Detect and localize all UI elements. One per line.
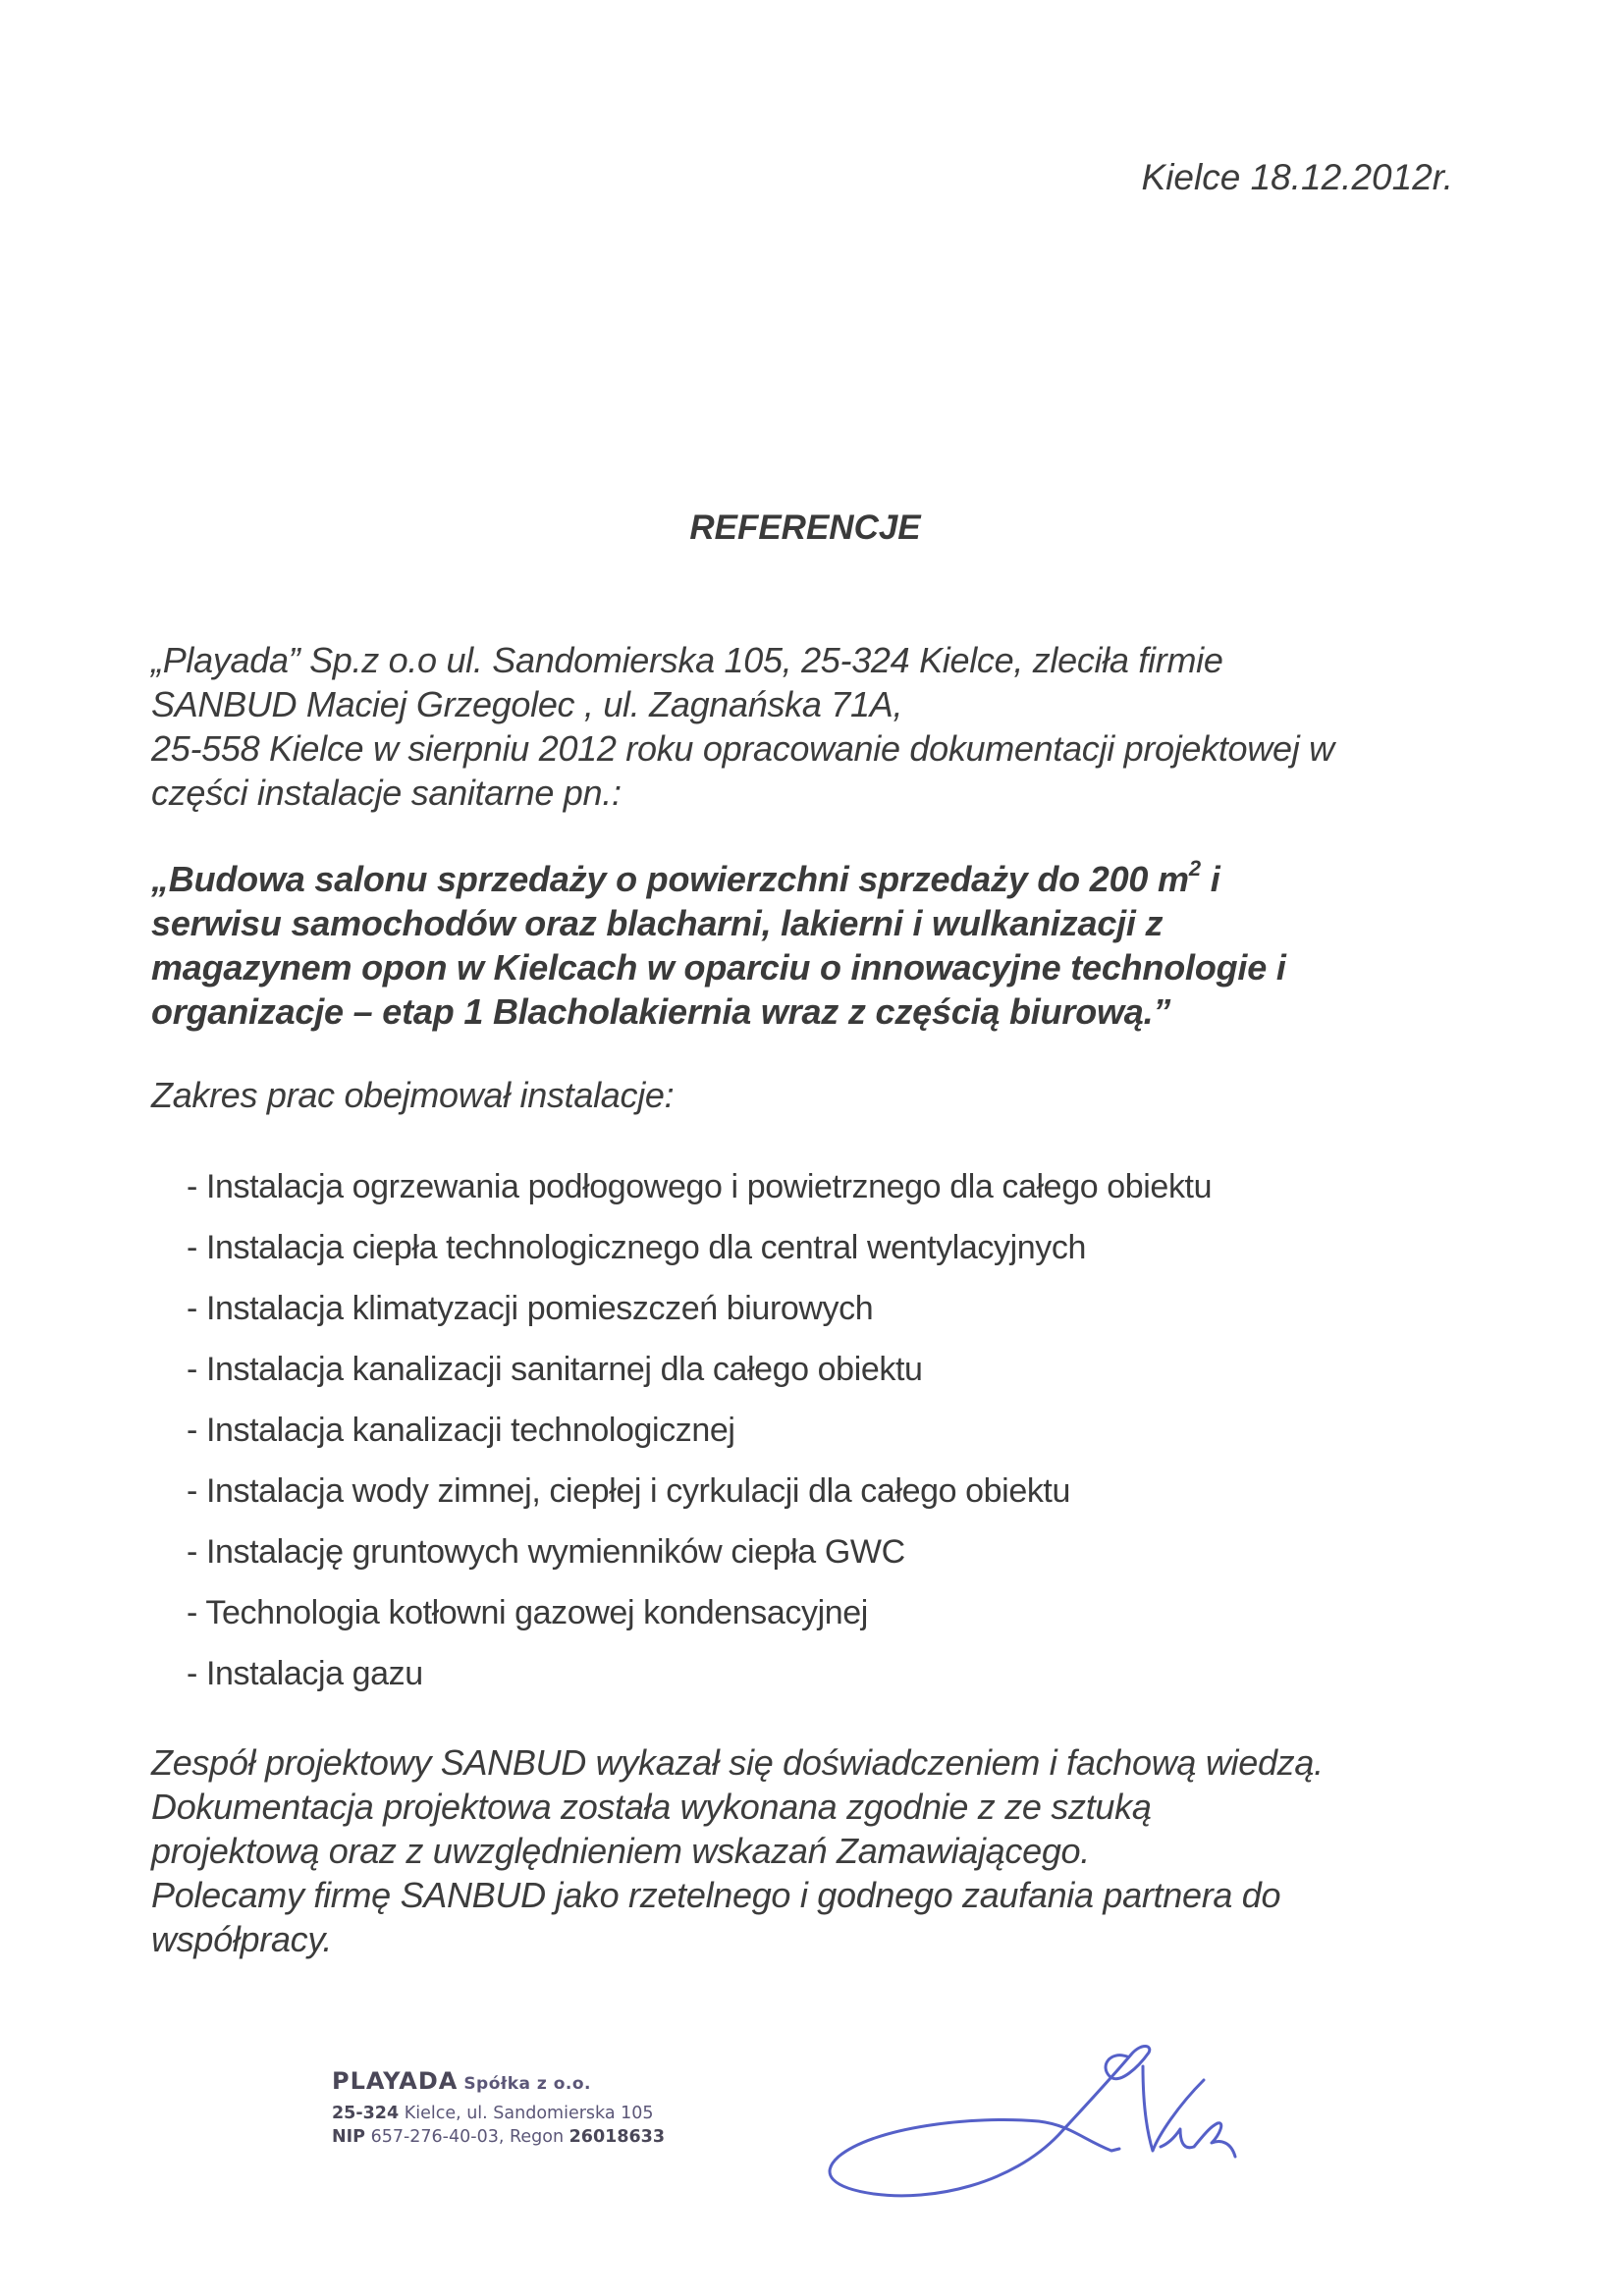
scope-list-item: - Instalację gruntowych wymienników ciepła GWC <box>187 1533 905 1571</box>
scope-list-item: - Instalacja kanalizacji technologicznej <box>187 1412 735 1449</box>
quote-line <box>151 857 1286 901</box>
project-title-quote <box>151 857 1286 1034</box>
intro-line: części instalacje sanitarne pn.: <box>151 773 622 813</box>
signature-tail-stroke <box>1161 2123 1235 2157</box>
stamp-nip: 657-276-40-03, <box>370 2126 505 2147</box>
place-and-date: Kielce 18.12.2012r. <box>1141 157 1453 197</box>
quote-line: organizacje – etap 1 Blacholakiernia wraz z częścią biurową.” <box>151 991 1171 1032</box>
intro-line: SANBUD Maciej Grzegolec , ul. Zagnańska 71A, <box>151 684 903 724</box>
stamp-company-row <box>332 2069 665 2094</box>
scope-list-item: - Instalacja gazu <box>187 1655 423 1692</box>
closing-line: współpracy. <box>151 1919 333 1959</box>
closing-line: Dokumentacja projektowa została wykonana zgodnie z ze sztuką <box>151 1787 1152 1827</box>
scope-intro: Zakres prac obejmował instalacje: <box>151 1075 675 1115</box>
closing-line: Zespół projektowy SANBUD wykazał się doświadczeniem i fachową wiedzą. <box>151 1742 1324 1783</box>
document-title: REFERENCJE <box>689 508 921 547</box>
stamp-address: Kielce, ul. Sandomierska 105 <box>404 2104 654 2123</box>
quote-line-text: „Budowa salonu sprzedaży o powierzchni sprzedaży do 200 m <box>151 859 1189 899</box>
stamp-company-suffix: Spółka z o.o. <box>463 2074 591 2094</box>
scope-list-item: - Instalacja wody zimnej, ciepłej i cyrkulacji dla całego obiektu <box>187 1472 1070 1510</box>
stamp-regon-label: Regon <box>510 2126 565 2147</box>
superscript-two: 2 <box>1188 856 1201 881</box>
intro-line: „Playada” Sp.z o.o ul. Sandomierska 105, 25-324 Kielce, zleciła firmie <box>151 640 1223 680</box>
stamp-ids-row <box>332 2126 666 2147</box>
stamp-nip-label: NIP <box>332 2126 365 2147</box>
scope-list-item: - Technologia kotłowni gazowej kondensacyjnej <box>187 1594 868 1631</box>
closing-line: projektową oraz z uwzględnieniem wskazań Zamawiającego. <box>151 1831 1090 1871</box>
quote-line: serwisu samochodów oraz blacharni, lakierni i wulkanizacji z <box>151 903 1164 943</box>
signature-loop-stroke <box>830 2047 1150 2196</box>
handwritten-signature <box>815 2037 1247 2214</box>
scope-list-item: - Instalacja klimatyzacji pomieszczeń biurowych <box>187 1290 874 1327</box>
closing-line: Polecamy firmę SANBUD jako rzetelnego i godnego zaufania partnera do <box>151 1875 1281 1915</box>
quote-line-text: i <box>1200 859 1220 899</box>
quote-line: magazynem opon w Kielcach w oparciu o innowacyjne technologie i <box>151 947 1286 988</box>
scope-list-item: - Instalacja ogrzewania podłogowego i powietrznego dla całego obiektu <box>187 1168 1213 1205</box>
stamp-address-row <box>332 2106 665 2123</box>
scope-list <box>187 1156 1212 1704</box>
scope-list-item: - Instalacja kanalizacji sanitarnej dla całego obiektu <box>187 1351 923 1388</box>
intro-line: 25-558 Kielce w sierpniu 2012 roku opracowanie dokumentacji projektowej w <box>151 728 1334 769</box>
stamp-company-name: PLAYADA <box>332 2067 459 2095</box>
closing-paragraph <box>151 1740 1324 1961</box>
company-stamp <box>332 2069 665 2146</box>
stamp-postcode: 25-324 <box>332 2104 400 2123</box>
stamp-regon: 26018633 <box>568 2126 666 2147</box>
scope-list-item: - Instalacja ciepła technologicznego dla central wentylacyjnych <box>187 1229 1086 1266</box>
intro-paragraph <box>151 638 1334 815</box>
